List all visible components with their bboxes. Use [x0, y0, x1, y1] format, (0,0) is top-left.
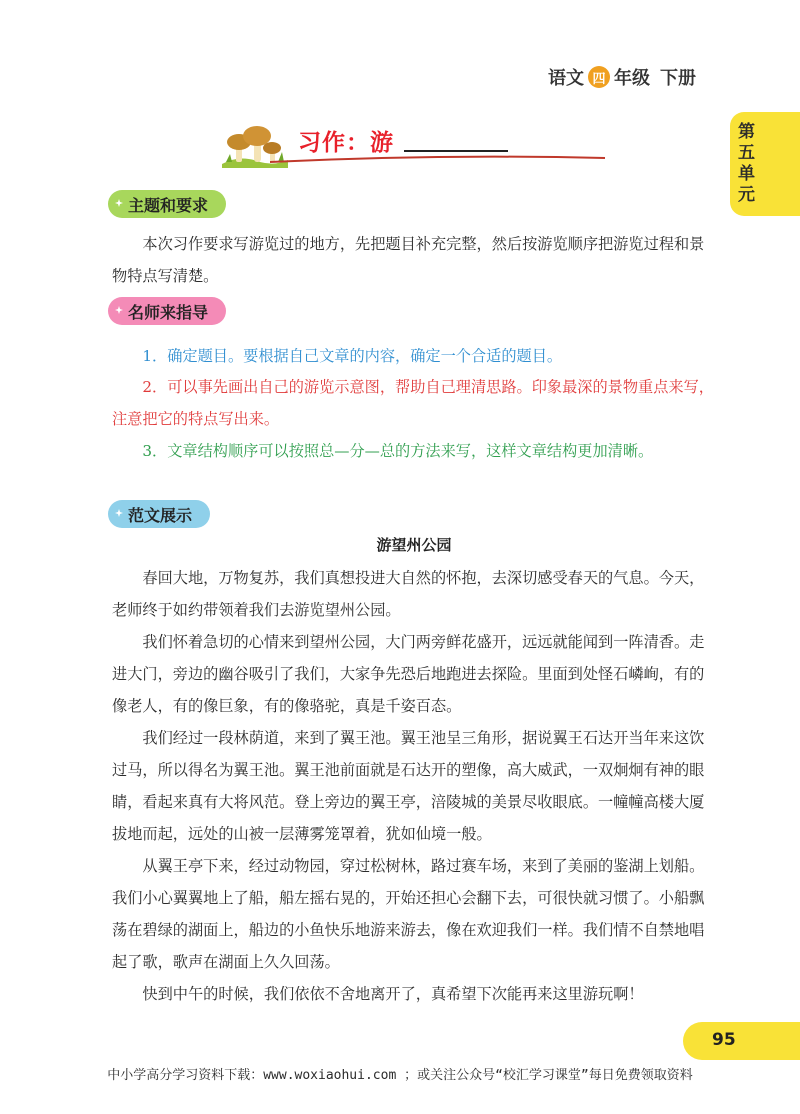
sparkle-icon — [115, 306, 123, 314]
unit-tab-label: 第五单元 — [738, 122, 755, 205]
page-title: 习作：游 — [298, 130, 394, 156]
section-label-theme — [108, 190, 226, 218]
guide-tip-2: 2．可以事先画出自己的游览示意图，帮助自己理清思路。印象最深的景物重点来写，注意把它的特点写出来。 — [112, 378, 714, 428]
section-label-text: 主题和要求 — [128, 195, 209, 215]
essay-title: 游望州公园 — [376, 536, 452, 554]
guide-tip-3: 3．文章结构顺序可以按照总—分—总的方法来写，这样文章结构更加清晰。 — [142, 442, 654, 460]
sparkle-icon — [115, 509, 123, 517]
header-volume: 下册 — [660, 68, 696, 89]
guide-tip-1: 1．确定题目。要根据自己文章的内容，确定一个合适的题目。 — [142, 347, 563, 365]
sparkle-icon — [115, 199, 123, 207]
section-label-sample — [108, 500, 210, 528]
section-label-text: 名师来指导 — [128, 302, 209, 322]
page-header — [548, 62, 696, 92]
essay-paragraph: 快到中午的时候，我们依依不舍地离开了，真希望下次能再来这里游玩啊！ — [142, 985, 644, 1003]
requirement-text: 本次习作要求写游览过的地方，先把题目补充完整，然后按游览顺序把游览过程和景物特点写清楚。 — [112, 235, 705, 285]
section-label-text: 范文展示 — [128, 505, 193, 525]
essay-paragraph: 我们经过一段林荫道，来到了翼王池。翼王池呈三角形，据说翼王石达开当年来这饮过马，所以得名为翼王池。翼王池前面就是石达开的塑像，高大威武，一双炯炯有神的眼睛，看起来真有大将风范。登上旁边的翼王亭，涪陵城的美景尽收眼底。一幢幢高楼大厦拔地而起，远处的山被一层薄雾笼罩着，犹如仙境一般。 — [112, 729, 705, 843]
page-number: 95 — [712, 1030, 736, 1050]
essay-paragraph: 我们怀着急切的心情来到望州公园，大门两旁鲜花盛开，远远就能闻到一阵清香。走进大门，旁边的幽谷吸引了我们，大家争先恐后地跑进去探险。里面到处怪石嶙峋，有的像老人，有的像巨象，有的像骆驼，真是千姿百态。 — [112, 633, 705, 715]
page-number-tab — [683, 1022, 800, 1060]
title-swoosh-decoration — [270, 148, 610, 168]
grade-badge: 四 — [588, 66, 610, 88]
essay-paragraph: 春回大地，万物复苏，我们真想投进大自然的怀抱，去深切感受春天的气息。今天，老师终于如约带领着我们去游览望州公园。 — [112, 569, 705, 619]
header-grade: 年级 — [614, 68, 650, 89]
essay-body — [112, 562, 716, 1010]
header-subject: 语文 — [548, 68, 584, 89]
footer-note: 中小学高分学习资料下载：www.woxiaohui.com ；或关注公众号“校汇学习课堂”每日免费领取资料 — [107, 1068, 693, 1083]
essay-paragraph: 从翼王亭下来，经过动物园，穿过松树林，路过赛车场，来到了美丽的鉴湖上划船。我们小心翼翼地上了船，船左摇右晃的，开始还担心会翻下去，可很快就习惯了。小船飘荡在碧绿的湖面上，船边的小鱼快乐地游来游去，像在欢迎我们一样。我们情不自禁地唱起了歌，歌声在湖面上久久回荡。 — [112, 857, 705, 971]
section-label-guide — [108, 297, 226, 325]
